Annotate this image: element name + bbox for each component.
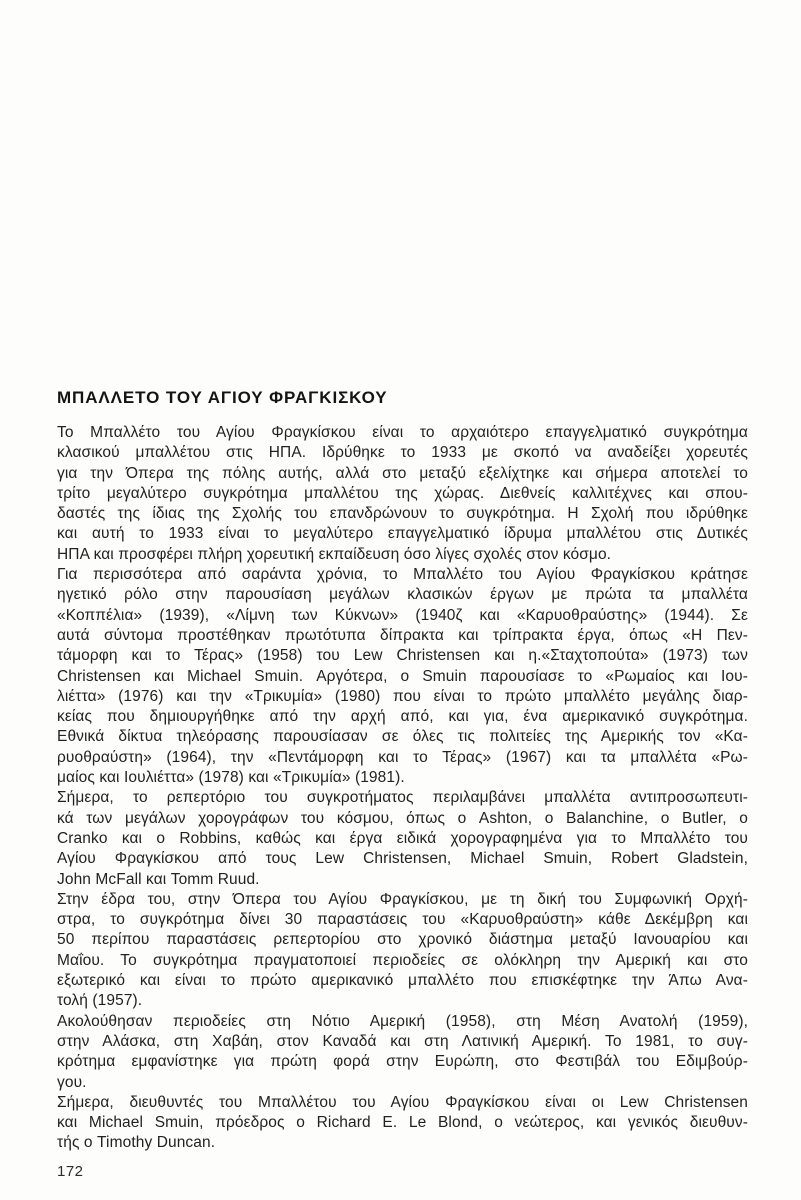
page-number: 172 [57,1163,84,1180]
text-line: Αγίου Φραγκίσκου από τους Lew Christensen, Michael Smuin, Robert Gladstein, [57,850,748,868]
text-line: και αυτή το 1933 είναι το μεγαλύτερο επαγγελματικό ίδρυμα μπαλλέτου στις Δυτικές [57,525,748,543]
text-line: κλασικού μπαλλέτου στις ΗΠΑ. Ιδρύθηκε το 1933 με σκοπό να αναδείξει χορευτές [57,444,748,462]
text-line: κά των μεγάλων χορογράφων του κόσμου, όπως ο Ashton, ο Balanchine, ο Butler, ο [57,809,748,827]
text-line: λιέττα» (1976) και την «Τρικυμία» (1980) που είναι το πρώτο μπαλλέτο μεγάλης διαρ- [57,687,748,705]
text-line: δαστές της ίδιας της Σχολής του επανδρώνουν το συγκρότημα. Η Σχολή που ιδρύθηκε [57,505,748,523]
text-line: Μαΐου. Το συγκρότημα πραγματοποιεί περιοδείες σε ολόκληρη την Αμερική και στο [57,951,748,969]
text-line: για την Όπερα της πόλης αυτής, αλλά στο μεταξύ εξελίχτηκε και σήμερα αποτελεί το [57,464,748,482]
page-title: ΜΠΑΛΛΕΤΟ ΤΟΥ ΑΓΙΟΥ ΦΡΑΓΚΙΣΚΟΥ [57,388,388,407]
text-line: Ακολούθησαν περιοδείες στη Νότιο Αμερική (1958), στη Μέση Ανατολή (1959), [57,1012,748,1030]
text-line: John McFall και Tomm Ruud. [57,870,260,888]
text-line: τρίτο μεγαλύτερο συγκρότημα μπαλλέτου της χώρας. Διεθνείς καλλιτέχνες και σπου- [57,484,748,502]
text-line: στην Αλάσκα, στη Χαβάη, στον Καναδά και στη Λατινική Αμερική. Το 1981, το συγ- [57,1032,748,1050]
text-line: αυτά σύντομα προστέθηκαν πρωτότυπα δίπρακτα και τρίπρακτα έργα, όπως «Η Πεν- [57,626,748,644]
text-line: τάμορφη και το Τέρας» (1958) του Lew Christensen και η.«Σταχτοπούτα» (1973) των [57,647,748,665]
text-line: εξωτερικό και είναι το πρώτο αμερικανικό μπαλλέτο που επισκέφτηκε την Άπω Ανα- [57,972,748,990]
text-line: ΗΠΑ και προσφέρει πλήρη χορευτική εκπαίδευση όσο λίγες σχολές στον κόσμο. [57,545,612,563]
text-line: τής ο Timothy Duncan. [57,1134,216,1152]
text-line: ηγετικό ρόλο στην παρουσίαση μεγάλων κλασικών έργων με πρώτα τα μπαλλέτα [57,586,748,604]
text-line: 50 περίπου παραστάσεις ρεπερτορίου στο χρονικό διάστημα μεταξύ Ιανουαρίου και [57,931,748,949]
text-line: Cranko και ο Robbins, καθώς και έργα ειδικά χορογραφημένα για το Μπαλλέτο του [57,829,748,847]
text-line: και Michael Smuin, πρόεδρος ο Richard E. Le Blond, ο νεώτερος, και γενικός διευθυν- [57,1114,748,1132]
text-block [57,388,748,1154]
text-line: Στην έδρα του, στην Όπερα του Αγίου Φραγκίσκου, με τη δική του Συμφωνική Ορχή- [57,890,748,908]
text-line: Christensen και Michael Smuin. Αργότερα, ο Smuin παρουσίασε το «Ρωμαίος και Ιου- [57,667,748,685]
text-line: Το Μπαλλέτο του Αγίου Φραγκίσκου είναι το αρχαιότερο επαγγελματικό συγκρότημα [57,424,748,441]
text-line: Σήμερα, το ρεπερτόριο του συγκροτήματος περιλαμβάνει μπαλλέτα αντιπροσωπευτι- [57,789,748,807]
text-line: Σήμερα, διευθυντές του Μπαλλέτου του Αγίου Φραγκίσκου είναι οι Lew Christensen [57,1093,748,1111]
text-line: Για περισσότερα από σαράντα χρόνια, το Μπαλλέτο του Αγίου Φραγκίσκου κράτησε [57,566,748,584]
text-line: κείας που δημιουργήθηκε από την αρχή από, και για, ένα αμερικανικό συγκρότημα. [57,708,748,726]
text-line: «Κοππέλια» (1939), «Λίμνη των Κύκνων» (1940ζ και «Καρυοθραύστης» (1944). Σε [57,606,748,624]
text-line: γου. [57,1073,87,1091]
text-line: ρυοθραύστη» (1964), την «Πεντάμορφη και το Τέρας» (1967) και τα μπαλλέτα «Ρω- [57,748,748,766]
text-line: Εθνικά δίκτυα τηλεόρασης παρουσίασαν σε όλες τις πολιτείες της Αμερικής τον «Κα- [57,728,748,746]
text-line: κρότημα εμφανίστηκε για πρώτη φορά στην Ευρώπη, στο Φεστιβάλ του Εδιμβούρ- [57,1053,748,1071]
body-text [57,423,748,1154]
text-line: μαίος και Ιουλιέττα» (1978) και «Τρικυμία» (1981). [57,769,405,787]
text-line: στρα, το συγκρότημα δίνει 30 παραστάσεις του «Καρυοθραύστη» κάθε Δεκέμβρη και [57,911,748,929]
text-line: τολή (1957). [57,992,143,1010]
